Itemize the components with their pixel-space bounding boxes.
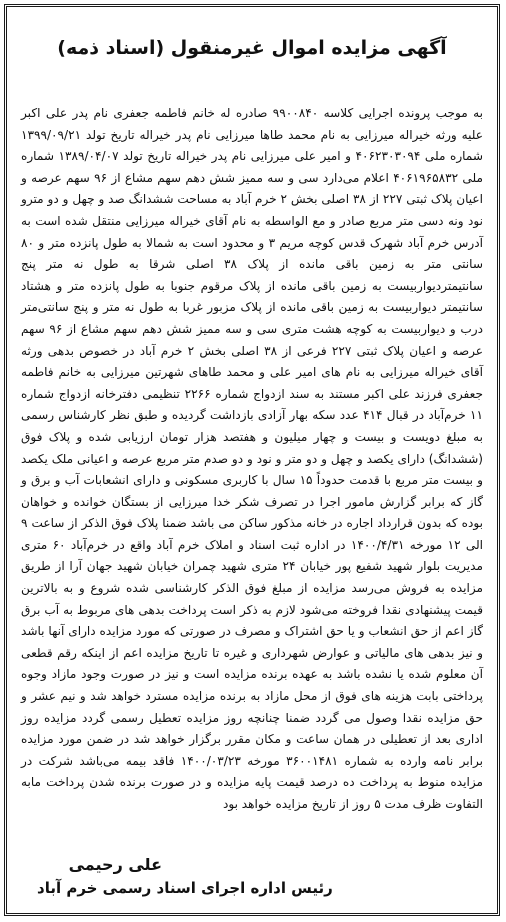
signatory-title: رئیس اداره اجرای اسناد رسمی خرم آباد xyxy=(37,879,333,897)
notice-body: به موجب پرونده اجرایی کلاسه ۹۹۰۰۸۴۰ صادره له خانم فاطمه جعفری نام پدر علی اکبر علیه ورثه خیراله میرزایی به نام محمد طاها میرزایی نام پدر خیراله تاریخ تولد ۱۳۹۹/۰۹/۲۱ شماره ملی ۴۰۶۲۳۰۳۰۹۴ و امیر علی میرزایی نام پدر خیراله تاریخ تولد ۱۳۸۹/۰۴/۰۷ شماره ملی ۴۰۶۱۹۶۵۸۳۲ اعلام می‌دارد سی و سه ممیز شش دهم سهم مشاع از ۹۶ سهم عرصه و اعیان پلاک ثبتی ۲۲۷ از ۳۸ اصلی بخش ۲ خرم آباد به مساحت ششدانگ صد و چهل و دو مترو نود ونه دسی متر مربع صادر و مع الواسطه به نام آقای خیراله میرزایی منتقل شده است به آدرس خرم آباد شهرک قدس کوچه مریم ۳ و محدود است به شمالا به طول پانزده متر و ۸۰ سانتی متر به زمین باقی مانده از پلاک ۳۸ اصلی شرقا به طول نه متر پنج سانتیمتردیواربیست به زمین باقی مانده از پلاک مرقوم جنوبا به طول پانزده متر و هشتاد سانتیمتر دیواربیست به زمین باقی مانده از پلاک مزبور غربا به طول نه متر و پنج سانتی‌متر درب و دیواربیست به کوچه هشت متری سی و سه ممیز شش دهم سهم مشاع از ۹۶ سهم عرصه و اعیان پلاک ثبتی ۲۲۷ فرعی از ۳۸ اصلی بخش ۲ خرم آباد در خصوص بدهی ورثه آقای خیراله میرزایی به نام های امیر علی و محمد طاهای شهرتین میرزایی به خانم فاطمه جعفری فرزند علی اکبر مستند به سند ازدواج شماره ۲۲۶۶ تنظیمی دفترخانه ازدواج شماره ۱۱ خرم‌آباد در قبال ۴۱۴ عدد سکه بهار آزادی بازداشت گردیده و طبق نظر کارشناس رسمی به مبلغ دویست و بیست و چهار میلیون و هفتصد هزار تومان ارزیابی شده و پلاک فوق (ششدانگ) دارای یکصد و چهل و دو متر و نود و دو صدم متر مربع عرصه و اعیانی ملک یکصد و بیست متر مربع با قدمت حدوداً ۱۵ سال با کاربری مسکونی و دارای انشعابات آب و برق و گاز که برابر گزارش مامور اجرا در تصرف شکر خدا میرزایی از بستگان خوانده و خواهان بوده که بدون قرارداد اجاره در خانه مذکور ساکن می باشد ضمنا پلاک فوق الذکر از ساعت ۹ الی ۱۲ مورخه ۱۴۰۰/۴/۳۱ در اداره ثبت اسناد و املاک خرم آباد واقع در خرم‌آباد ۶۰ متری مدیریت بلوار شهید شفیع پور خیابان ۲۴ متری شهید چمران خیابان شهید جهان آرا از طریق مزایده به فروش می‌رسد مزایده از مبلغ فوق الذکر کارشناسی شده شروع و به بالاترین قیمت پیشنهادی نقدا فروخته می‌شود لازم به ذکر است پرداخت بدهی های مربوط به آب برق گاز اعم از حق انشعاب و یا حق اشتراک و مصرف در صورتی که مورد مزایده دارای آنها باشد و نیز بدهی های مالیاتی و عوارض شهرداری و غیره تا تاریخ مزایده اعم از اینکه رقم قطعی آن معلوم شده یا نشده باشد به عهده برنده مزایده است و نیز در صورت وجود مازاد وجوه پرداختی بابت هزینه های فوق از محل مازاد به برنده مزایده مسترد خواهد شد و نیم عشر و حق مزایده نقدا وصول می گردد ضمنا چنانچه روز مزایده تعطیل رسمی گردد مزایده روز اداری بعد از تعطیلی در همان ساعت و مکان مقرر برگزار خواهد شد در ضمن مورد مزایده برابر نامه وارده به شماره ۳۶۰۰۱۴۸۱ مورخه ۱۴۰۰/۰۳/۲۳ فاقد بیمه می‌باشد شرکت در مزایده منوط به پرداخت ده درصد قیمت پایه مزایده و در صورت برنده شدن پرداخت مابه التفاوت ظرف مدت ۵ روز از تاریخ مزایده خواهد بود xyxy=(21,106,484,811)
auction-notice xyxy=(4,4,500,916)
signatory-name: علی رحیمی xyxy=(68,855,162,874)
notice-title: آگهی مزایده اموال غیرمنقول (اسناد ذمه) xyxy=(57,37,447,59)
